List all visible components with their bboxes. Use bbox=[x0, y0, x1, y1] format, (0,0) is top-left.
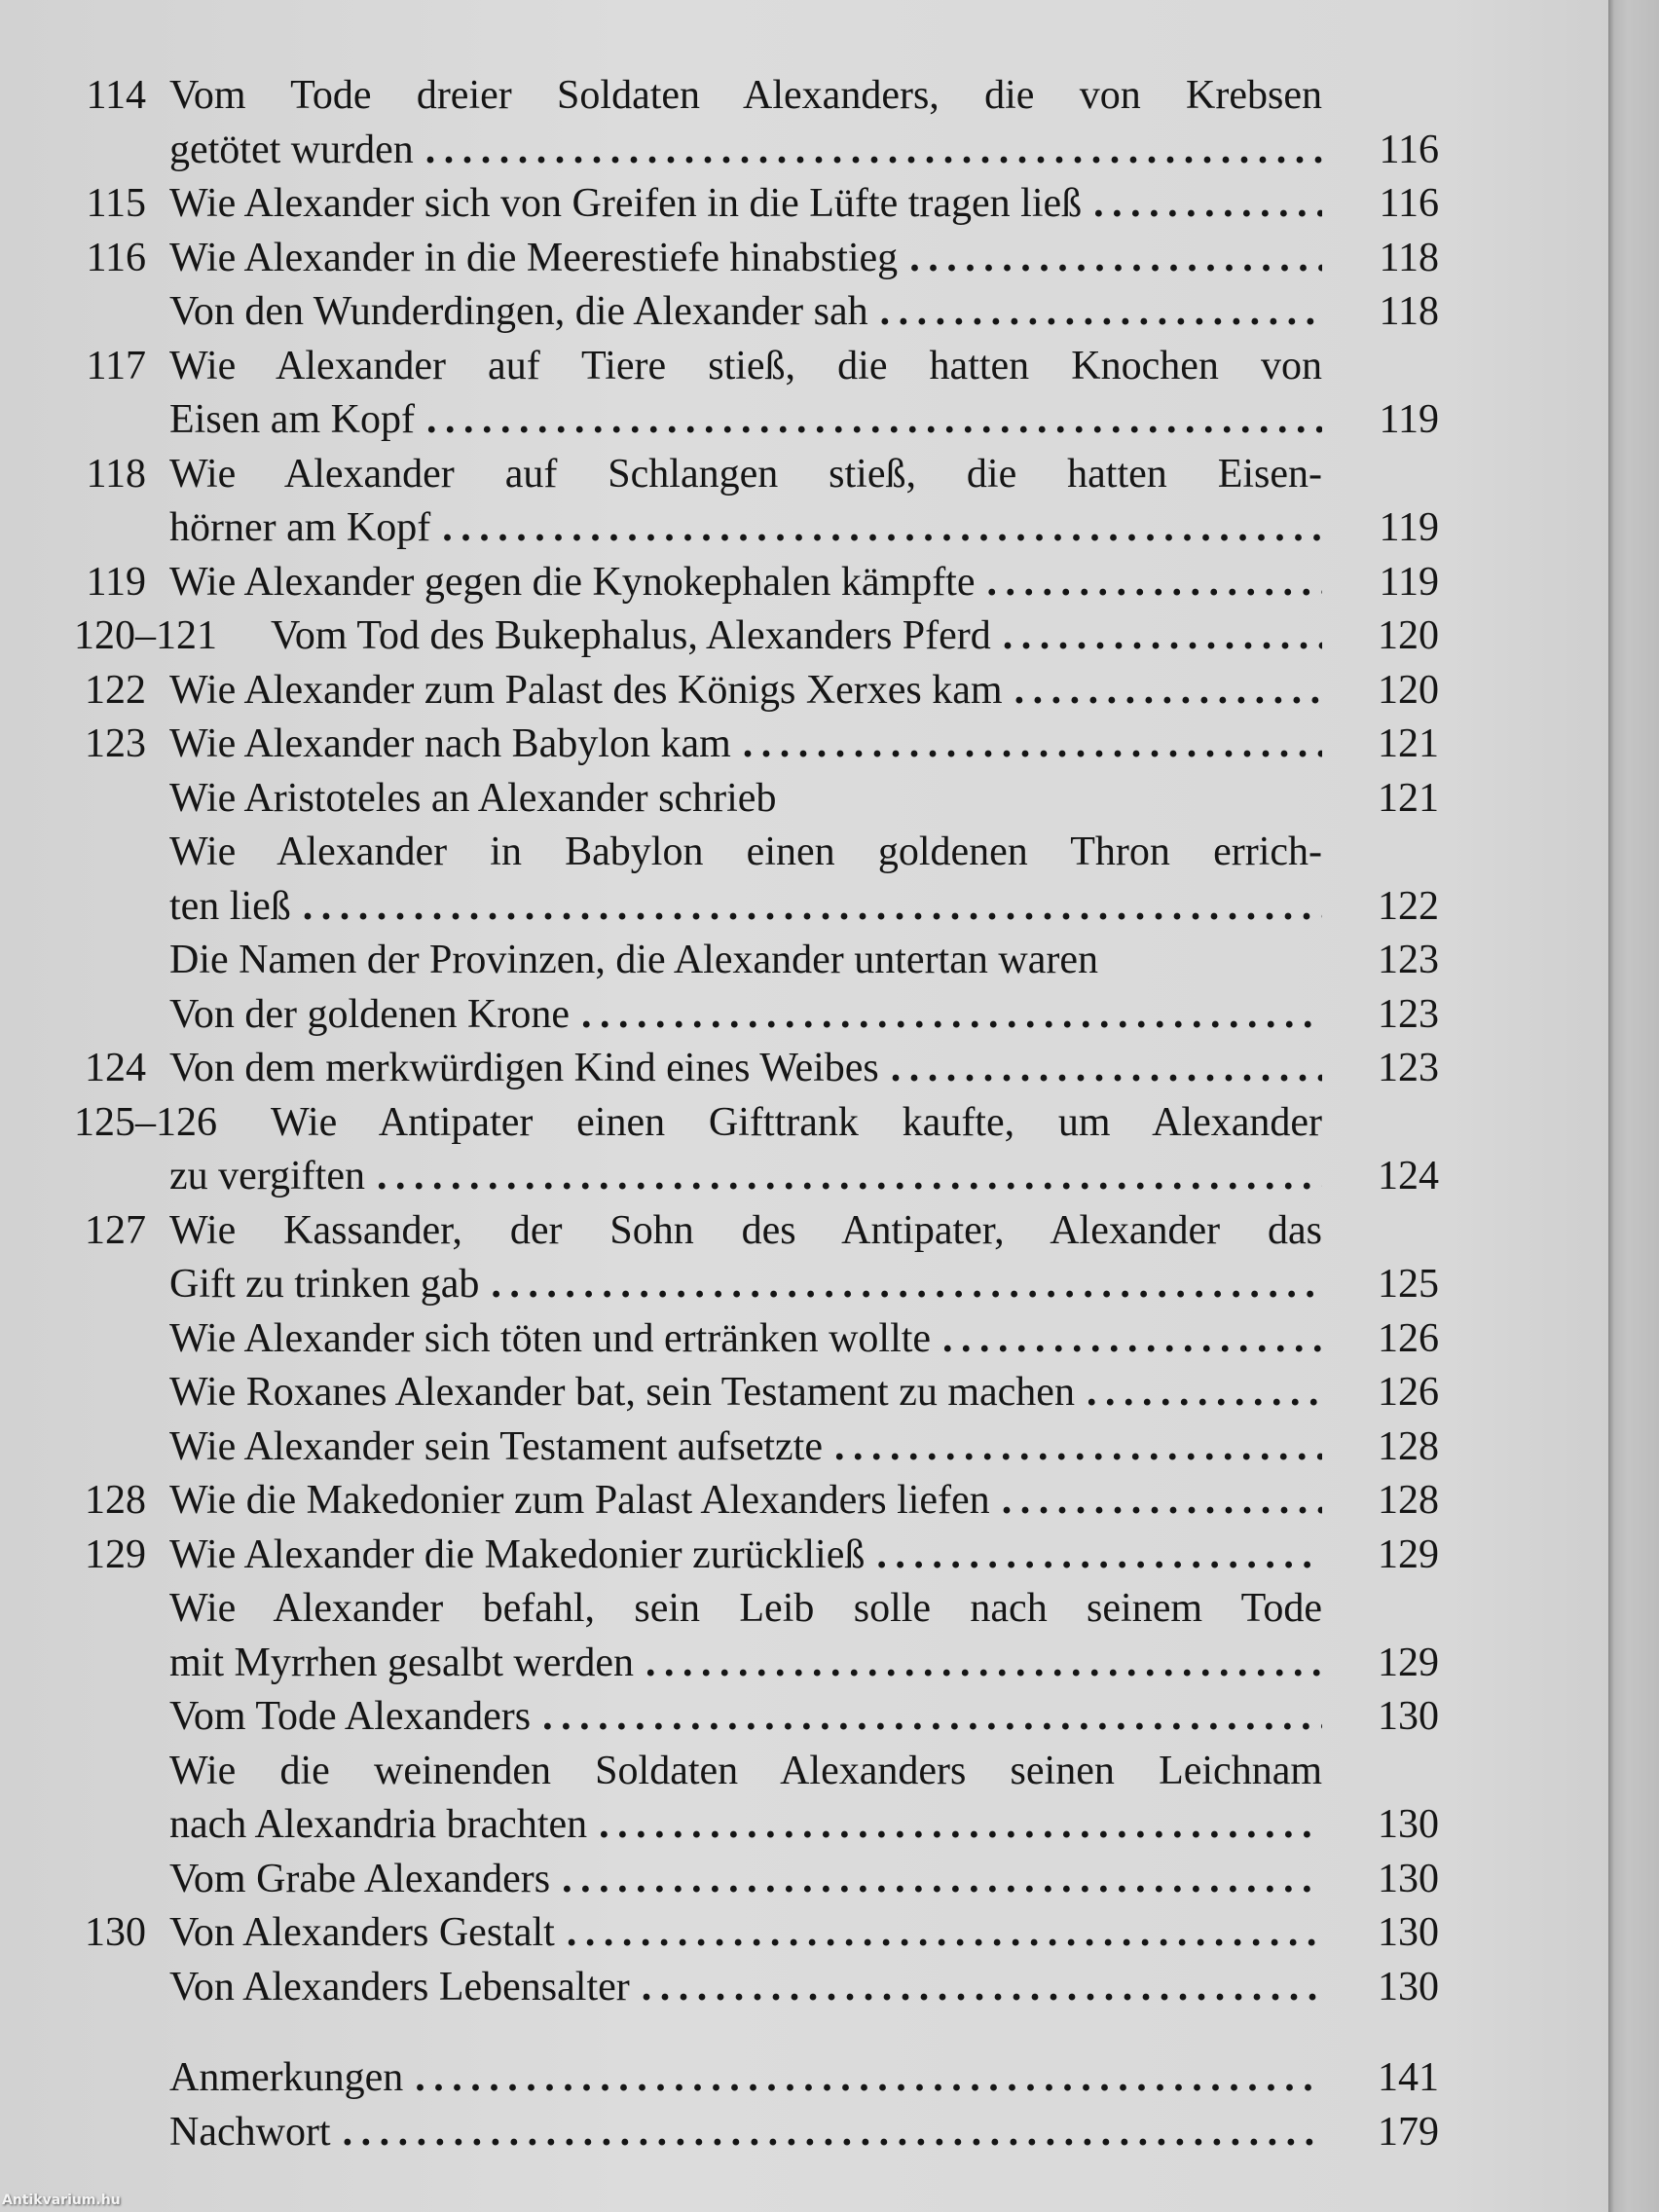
chapter-number: 114 bbox=[86, 73, 146, 118]
toc-line bbox=[0, 1852, 1460, 1906]
entry-title-text: Wie Alexander sein Testament aufsetzte bbox=[169, 1423, 823, 1469]
page-number: 130 bbox=[1378, 1910, 1439, 1955]
chapter-number: 127 bbox=[85, 1207, 146, 1253]
toc-line bbox=[0, 68, 1460, 123]
toc-line bbox=[0, 284, 1460, 339]
entry-title-text: Von dem merkwürdigen Kind eines Weibes bbox=[169, 1046, 879, 1090]
entry-title-text: Die Namen der Provinzen, die Alexander untertan waren bbox=[169, 938, 1098, 982]
toc-line bbox=[0, 1797, 1460, 1852]
entry-title-text: Anmerkungen bbox=[169, 2055, 404, 2100]
toc-line bbox=[0, 1528, 1460, 1582]
entry-title-text: Wie Antipater einen Gifttrank kaufte, um Alexander bbox=[271, 1099, 1322, 1145]
entry-title-text: Wie die Makedonier zum Palast Alexanders liefen bbox=[169, 1478, 990, 1523]
dot-leader bbox=[426, 392, 1322, 447]
page-number: 119 bbox=[1379, 397, 1439, 442]
page-number: 118 bbox=[1379, 235, 1439, 280]
toc-line bbox=[0, 1689, 1460, 1744]
entry-title bbox=[169, 663, 1322, 718]
entry-title bbox=[169, 1311, 1322, 1366]
page-number: 129 bbox=[1378, 1640, 1439, 1685]
entry-title bbox=[169, 1041, 1322, 1095]
chapter-number: 120–121 bbox=[74, 613, 217, 658]
toc-line bbox=[0, 1905, 1460, 1960]
entry-title bbox=[169, 2105, 1322, 2159]
page-number: 141 bbox=[1378, 2055, 1439, 2100]
chapter-number: 115 bbox=[86, 181, 146, 226]
toc-line bbox=[0, 1636, 1460, 1690]
entry-title-text: ten ließ bbox=[169, 883, 291, 929]
entry-title-text: Wie Alexander sich töten und ertränken wollte bbox=[169, 1315, 932, 1361]
entry-title bbox=[169, 284, 1322, 339]
entry-title-text: Von der goldenen Krone bbox=[169, 991, 570, 1037]
page-number: 121 bbox=[1378, 775, 1439, 821]
toc-line bbox=[0, 771, 1460, 826]
entry-title bbox=[169, 1905, 1322, 1960]
toc-line bbox=[0, 176, 1460, 231]
dot-leader bbox=[562, 1852, 1322, 1906]
entry-title bbox=[169, 231, 1322, 285]
entry-title-text: Nachwort bbox=[169, 2109, 331, 2155]
dot-leader bbox=[987, 555, 1323, 609]
entry-title bbox=[169, 123, 1322, 177]
watermark: Antikvarium.hu bbox=[2, 2193, 121, 2208]
entry-title-text: Wie Alexander in Babylon einen goldenen Thron errich- bbox=[169, 830, 1322, 874]
entry-title bbox=[169, 2050, 1322, 2105]
chapter-number: 117 bbox=[86, 343, 146, 388]
toc-line bbox=[0, 447, 1460, 501]
toc-line bbox=[0, 2050, 1460, 2105]
entry-title bbox=[169, 339, 1322, 393]
page-number: 130 bbox=[1378, 1802, 1439, 1847]
entry-title bbox=[169, 500, 1322, 555]
toc-line bbox=[0, 1257, 1460, 1311]
toc-line bbox=[0, 608, 1460, 663]
entry-title bbox=[169, 1365, 1322, 1419]
entry-title-text: hörner am Kopf bbox=[169, 505, 431, 550]
page-number: 116 bbox=[1379, 127, 1439, 172]
entry-title-text: Wie Kassander, der Sohn des Antipater, Alexander das bbox=[169, 1207, 1322, 1253]
dot-leader bbox=[942, 1311, 1322, 1366]
page-number: 118 bbox=[1379, 289, 1439, 334]
entry-title bbox=[169, 825, 1322, 879]
entry-title-text: Wie Alexander die Makedonier zurückließ bbox=[169, 1531, 866, 1577]
chapter-number: 123 bbox=[85, 721, 146, 766]
entry-title bbox=[169, 933, 1322, 987]
entry-title-text: Von den Wunderdingen, die Alexander sah bbox=[169, 289, 868, 334]
entry-title-text: getötet wurden bbox=[169, 127, 414, 172]
chapter-number: 125–126 bbox=[74, 1099, 217, 1145]
entry-title bbox=[169, 1852, 1322, 1906]
toc-line bbox=[0, 663, 1460, 718]
toc-line bbox=[0, 1960, 1460, 2014]
toc-line bbox=[0, 1095, 1460, 1150]
chapter-number: 124 bbox=[85, 1046, 146, 1090]
entry-title-text: Wie Alexander in die Meerestiefe hinabstieg bbox=[169, 235, 899, 280]
entry-title-text: Wie Alexander befahl, sein Leib solle nach seinem Tode bbox=[169, 1586, 1322, 1631]
page-number: 130 bbox=[1378, 1964, 1439, 2009]
entry-title bbox=[169, 1689, 1322, 1744]
dot-leader bbox=[876, 1528, 1322, 1582]
dot-leader bbox=[581, 987, 1322, 1042]
entry-title bbox=[169, 1473, 1322, 1528]
entry-title bbox=[169, 176, 1322, 231]
entry-title-text: Wie Aristoteles an Alexander schrieb bbox=[169, 775, 777, 821]
page-number: 123 bbox=[1378, 938, 1439, 982]
entry-title bbox=[271, 1095, 1322, 1150]
entry-title bbox=[169, 717, 1322, 771]
page-edge bbox=[1608, 0, 1659, 2212]
entry-title-text: Wie Alexander sich von Greifen in die Lüfte tragen ließ bbox=[169, 181, 1083, 226]
page-number: 129 bbox=[1378, 1531, 1439, 1577]
dot-leader bbox=[377, 1149, 1322, 1203]
entry-title bbox=[169, 1528, 1322, 1582]
dot-leader bbox=[909, 231, 1322, 285]
entry-title-text: Wie Alexander auf Tiere stieß, die hatten Knochen von bbox=[169, 343, 1322, 388]
entry-title-text: mit Myrrhen gesalbt werden bbox=[169, 1640, 635, 1685]
toc-line bbox=[0, 825, 1460, 879]
page-number: 130 bbox=[1378, 1694, 1439, 1739]
page-number: 126 bbox=[1378, 1315, 1439, 1361]
toc-line bbox=[0, 987, 1460, 1042]
chapter-number: 130 bbox=[85, 1910, 146, 1955]
entry-title bbox=[271, 608, 1322, 663]
dot-leader bbox=[491, 1257, 1322, 1311]
toc-line bbox=[0, 1581, 1460, 1636]
entry-title-text: Wie Alexander nach Babylon kam bbox=[169, 721, 731, 766]
dot-leader bbox=[880, 284, 1322, 339]
entry-title bbox=[169, 987, 1322, 1042]
chapter-number: 129 bbox=[85, 1531, 146, 1577]
dot-leader bbox=[599, 1797, 1322, 1852]
page-number: 119 bbox=[1379, 505, 1439, 550]
chapter-number: 116 bbox=[86, 235, 146, 280]
toc-line bbox=[0, 123, 1460, 177]
entry-title-text: zu vergiften bbox=[169, 1154, 365, 1198]
dot-leader bbox=[834, 1419, 1322, 1474]
chapter-number: 119 bbox=[86, 559, 146, 605]
entry-title bbox=[169, 1636, 1322, 1690]
dot-leader bbox=[1002, 1473, 1322, 1528]
entry-title-text: Von Alexanders Lebensalter bbox=[169, 1964, 630, 2009]
page-number: 122 bbox=[1378, 883, 1439, 929]
page-number: 120 bbox=[1378, 667, 1439, 713]
page-number: 121 bbox=[1378, 721, 1439, 766]
chapter-number: 122 bbox=[85, 667, 146, 713]
page-number: 116 bbox=[1379, 181, 1439, 226]
entry-title-text: Vom Tode Alexanders bbox=[169, 1694, 532, 1739]
toc-line bbox=[0, 231, 1460, 285]
toc-line bbox=[0, 1473, 1460, 1528]
entry-title-text: Wie Alexander zum Palast des Königs Xerxes kam bbox=[169, 667, 1003, 713]
entry-title bbox=[169, 879, 1322, 934]
page-number: 126 bbox=[1378, 1370, 1439, 1415]
entry-title bbox=[169, 1203, 1322, 1258]
entry-title bbox=[169, 68, 1322, 123]
page-number: 125 bbox=[1378, 1262, 1439, 1307]
entry-title-text: Wie Alexander gegen die Kynokephalen kämpfte bbox=[169, 559, 976, 605]
toc-line bbox=[0, 339, 1460, 393]
dot-leader bbox=[343, 2105, 1322, 2159]
dot-leader bbox=[442, 500, 1322, 555]
toc-line bbox=[0, 879, 1460, 934]
entry-title bbox=[169, 1797, 1322, 1852]
entry-title bbox=[169, 1257, 1322, 1311]
entry-title bbox=[169, 447, 1322, 501]
toc-line bbox=[0, 500, 1460, 555]
dot-leader bbox=[891, 1041, 1322, 1095]
entry-title-text: Eisen am Kopf bbox=[169, 397, 415, 442]
toc-line bbox=[0, 1365, 1460, 1419]
page-number: 128 bbox=[1378, 1423, 1439, 1469]
dot-leader bbox=[1014, 663, 1322, 718]
entry-title bbox=[169, 1744, 1322, 1798]
dot-leader bbox=[645, 1636, 1322, 1690]
dot-leader bbox=[642, 1960, 1322, 2014]
toc-line bbox=[0, 392, 1460, 447]
page-number: 179 bbox=[1378, 2109, 1439, 2155]
toc-line bbox=[0, 1041, 1460, 1095]
toc-line bbox=[0, 555, 1460, 609]
entry-title bbox=[169, 1419, 1322, 1474]
page-number: 119 bbox=[1379, 559, 1439, 605]
toc-line bbox=[0, 1311, 1460, 1366]
dot-leader bbox=[415, 2050, 1322, 2105]
page-number: 120 bbox=[1378, 613, 1439, 658]
dot-leader bbox=[1093, 176, 1322, 231]
toc-line bbox=[0, 717, 1460, 771]
chapter-number: 118 bbox=[86, 451, 146, 497]
dot-leader bbox=[743, 717, 1322, 771]
dot-leader bbox=[303, 879, 1322, 934]
page-number: 128 bbox=[1378, 1478, 1439, 1523]
entry-title-text: Wie Alexander auf Schlangen stieß, die hatten Eisen- bbox=[169, 451, 1322, 497]
entry-title-text: Wie die weinenden Soldaten Alexanders seinen Leichnam bbox=[169, 1748, 1322, 1793]
dot-leader bbox=[567, 1905, 1322, 1960]
page-number: 123 bbox=[1378, 1046, 1439, 1090]
dot-leader bbox=[1003, 608, 1322, 663]
page-number: 130 bbox=[1378, 1856, 1439, 1901]
chapter-number: 128 bbox=[85, 1478, 146, 1523]
toc-line bbox=[0, 1149, 1460, 1203]
page-number: 124 bbox=[1378, 1154, 1439, 1198]
entry-title-text: Vom Tod des Bukephalus, Alexanders Pferd bbox=[271, 613, 991, 658]
dot-leader bbox=[542, 1689, 1322, 1744]
entry-title bbox=[169, 1960, 1322, 2014]
toc-line bbox=[0, 2105, 1460, 2159]
toc-line bbox=[0, 1744, 1460, 1798]
entry-title bbox=[169, 771, 1322, 826]
entry-title-text: Vom Tode dreier Soldaten Alexanders, die von Krebsen bbox=[169, 73, 1322, 118]
entry-title-text: Gift zu trinken gab bbox=[169, 1262, 480, 1307]
entry-title bbox=[169, 555, 1322, 609]
toc-line bbox=[0, 933, 1460, 987]
entry-title-text: Vom Grabe Alexanders bbox=[169, 1856, 551, 1901]
toc-line bbox=[0, 1419, 1460, 1474]
entry-title bbox=[169, 1581, 1322, 1636]
dot-leader bbox=[1087, 1365, 1322, 1419]
entry-title-text: Wie Roxanes Alexander bat, sein Testament zu machen bbox=[169, 1370, 1075, 1415]
page-number: 123 bbox=[1378, 991, 1439, 1037]
dot-leader bbox=[425, 123, 1322, 177]
toc-line bbox=[0, 1203, 1460, 1258]
entry-title-text: nach Alexandria brachten bbox=[169, 1802, 588, 1847]
entry-title bbox=[169, 392, 1322, 447]
entry-title-text: Von Alexanders Gestalt bbox=[169, 1910, 555, 1955]
entry-title bbox=[169, 1149, 1322, 1203]
